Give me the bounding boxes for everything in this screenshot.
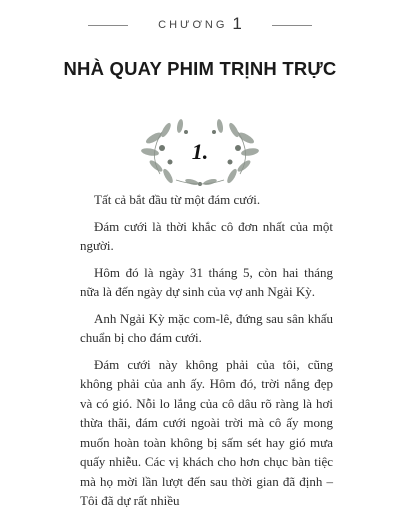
chapter-number: 1 <box>232 14 242 33</box>
section-number: 1. <box>191 139 209 164</box>
chapter-label <box>0 13 400 33</box>
paragraph: Đám cưới này không phải của tôi, cũng không phải của anh ấy. Hôm đó, trời nắng đẹp và có gió. Nỗi lo lắng của cô dâu rõ ràng là hơi thừa thãi, đám cưới ngoài trời mà cô ấy mong muốn hoàn toàn không bị sấm sét hay gió mưa quấy nhiễu. Các vị khách cho hơn chục bàn tiệc mà họ mời lần lượt đến sau thời gian đã định – Tôi đã dự rất nhiều <box>80 356 333 508</box>
chapter-rule-right <box>272 25 312 26</box>
paragraph: Hôm đó là ngày 31 tháng 5, còn hai tháng nữa là đến ngày dự sinh của vợ anh Ngải Kỳ. <box>80 264 333 299</box>
chapter-header <box>0 6 400 36</box>
paragraph: Anh Ngải Kỳ mặc com-lê, đứng sau sân khấu chuẩn bị cho đám cưới. <box>80 310 333 345</box>
paragraph: Đám cưới là thời khắc cô đơn nhất của một người. <box>80 218 333 253</box>
chapter-title: NHÀ QUAY PHIM TRỊNH TRỰC <box>63 58 337 79</box>
paragraph: Tất cả bắt đầu từ một đám cưới. <box>94 192 261 207</box>
chapter-label-text: CHƯƠNG <box>158 19 228 31</box>
body-text <box>80 190 333 518</box>
